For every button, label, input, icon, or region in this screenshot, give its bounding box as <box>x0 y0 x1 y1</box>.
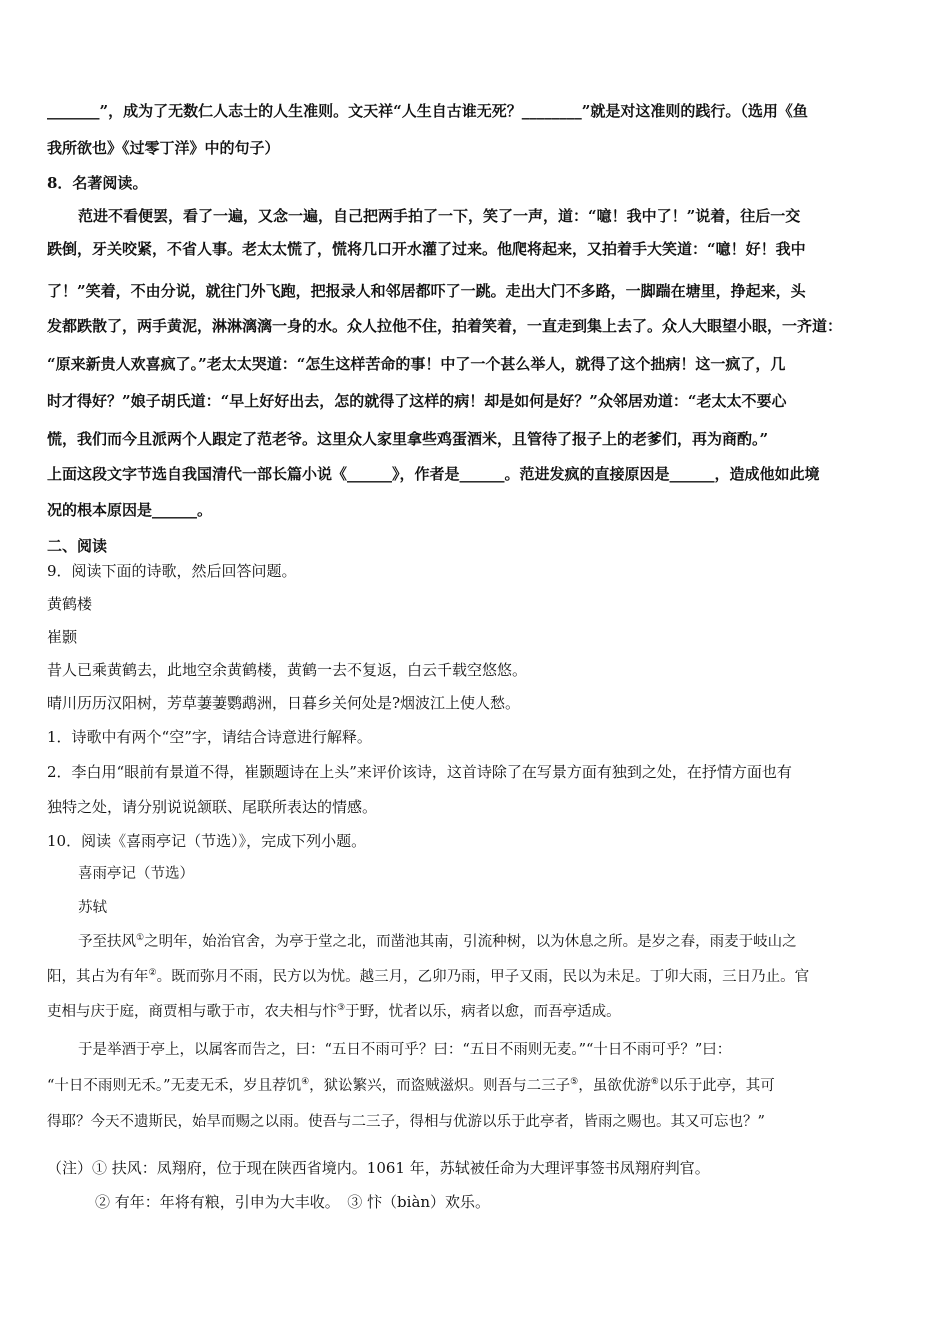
q9-subquestion-2: 2．李白用“眼前有景道不得，崔颢题诗在上头”来评价该诗，这首诗除了在写景方面有独到之处，在抒情方面也有 <box>47 763 792 781</box>
poem-line: 昔人已乘黄鹤去，此地空余黄鹤楼，黄鹤一去不复返，白云千载空悠悠。 <box>47 661 528 679</box>
q7-line-1: _______”，成为了无数仁人志士的人生准则。文天祥“人生自古谁无死？________”就是对这准则的践行。（选用《鱼 <box>47 102 808 120</box>
footnote-mark: ③ <box>337 1003 346 1014</box>
poem-title: 黄鹤楼 <box>47 595 93 613</box>
q8-heading: 8．名著阅读。 <box>47 174 148 192</box>
footnote-mark: ⑥ <box>650 1077 659 1088</box>
footnote-mark: ② <box>148 968 157 979</box>
q8-passage-line: 了！”笑着，不由分说，就往门外飞跑，把报录人和邻居都吓了一跳。走出大门不多路，一脚踹在塘里，挣起来，头 <box>47 282 806 300</box>
q9-heading: 9．阅读下面的诗歌，然后回答问题。 <box>47 562 297 580</box>
q8-question-line: 况的根本原因是______。 <box>47 501 213 519</box>
prose-line: 阳，其占为有年②。既而弥月不雨，民方以为忧。越三月，乙卯乃雨，甲子又雨，民以为未足。丁卯大雨，三日乃止。官 <box>47 968 810 985</box>
q7-line-2: 我所欲也》《过零丁洋》中的句子） <box>47 139 280 157</box>
prose-title: 喜雨亭记（节选） <box>78 866 194 882</box>
footnote-mark: ⑤ <box>570 1077 579 1088</box>
prose-author: 苏轼 <box>78 900 107 916</box>
q8-passage-line: 范进不看便罢，看了一遍，又念一遍，自己把两手拍了一下，笑了一声，道：“噫！我中了！”说着，往后一交 <box>78 207 801 225</box>
poem-line: 晴川历历汉阳树，芳草萋萋鹦鹉洲，日暮乡关何处是?烟波江上使人愁。 <box>47 694 521 712</box>
q9-subquestion-1: 1．诗歌中有两个“空”字，请结合诗意进行解释。 <box>47 728 372 746</box>
q8-passage-line: 发都跌散了，两手黄泥，淋淋漓漓一身的水。众人拉他不住，拍着笑着，一直走到集上去了。众人大眼望小眼，一齐道： <box>47 317 843 335</box>
poem-author: 崔颢 <box>47 628 78 646</box>
q8-passage-line: 时才得好？”娘子胡氏道：“早上好好出去，怎的就得了这样的病！却是如何是好？”众邻居劝道：“老太太不要心 <box>47 392 787 410</box>
footnote-1: （注）① 扶风：凤翔府，位于现在陕西省境内。1061 年，苏轼被任命为大理评事签书凤翔府判官。 <box>47 1159 710 1177</box>
q8-passage-line: 跌倒，牙关咬紧，不省人事。老太太慌了，慌将几口开水灌了过来。他爬将起来，又拍着手大笑道：“噫！好！我中 <box>47 240 806 258</box>
section-heading: 二、阅读 <box>47 537 108 555</box>
footnote-mark: ④ <box>301 1077 310 1088</box>
q8-passage-line: “原来新贵人欢喜疯了。”老太太哭道：“怎生这样苦命的事！中了一个甚么举人，就得了这个拙病！这一疯了，几 <box>47 355 786 373</box>
prose-line: 得耶？今天不遗斯民，始旱而赐之以雨。使吾与二三子，得相与优游以乐于此亭者，皆雨之赐也。其又可忘也？” <box>47 1114 765 1130</box>
q9-subquestion-2-cont: 独特之处，请分别说说颔联、尾联所表达的情感。 <box>47 798 378 816</box>
prose-line: 予至扶风①之明年，始治官舍，为亭于堂之北，而凿池其南，引流种树，以为休息之所。是岁之春，雨麦于岐山之 <box>78 933 797 950</box>
q8-passage-line: 慌，我们而今且派两个人跟定了范老爷。这里众人家里拿些鸡蛋酒米，且管待了报子上的老爹们，再为商酌。” <box>47 430 769 448</box>
footnote-2: ② 有年：年将有粮，引申为大丰收。 ③ 忭（biàn）欢乐。 <box>95 1193 491 1211</box>
footnote-mark: ① <box>136 933 145 944</box>
prose-line: 吏相与庆于庭，商贾相与歌于市，农夫相与忭③于野，忧者以乐，病者以愈，而吾亭适成。 <box>47 1003 621 1020</box>
q10-heading: 10．阅读《喜雨亭记（节选）》，完成下列小题。 <box>47 832 367 850</box>
q8-question-line: 上面这段文字节选自我国清代一部长篇小说《______》，作者是______。范进发疯的直接原因是______，造成他如此境 <box>47 465 820 483</box>
prose-line: 于是举酒于亭上，以属客而告之，曰：“五日不雨可乎？曰：“五日不雨则无麦。”“十日不雨可乎？”曰： <box>78 1042 732 1058</box>
prose-line: “十日不雨则无禾。”无麦无禾，岁且荐饥④，狱讼繁兴，而盗贼滋炽。则吾与二三子⑤，虽欲优游⑥以乐于此亭，其可 <box>47 1077 775 1094</box>
